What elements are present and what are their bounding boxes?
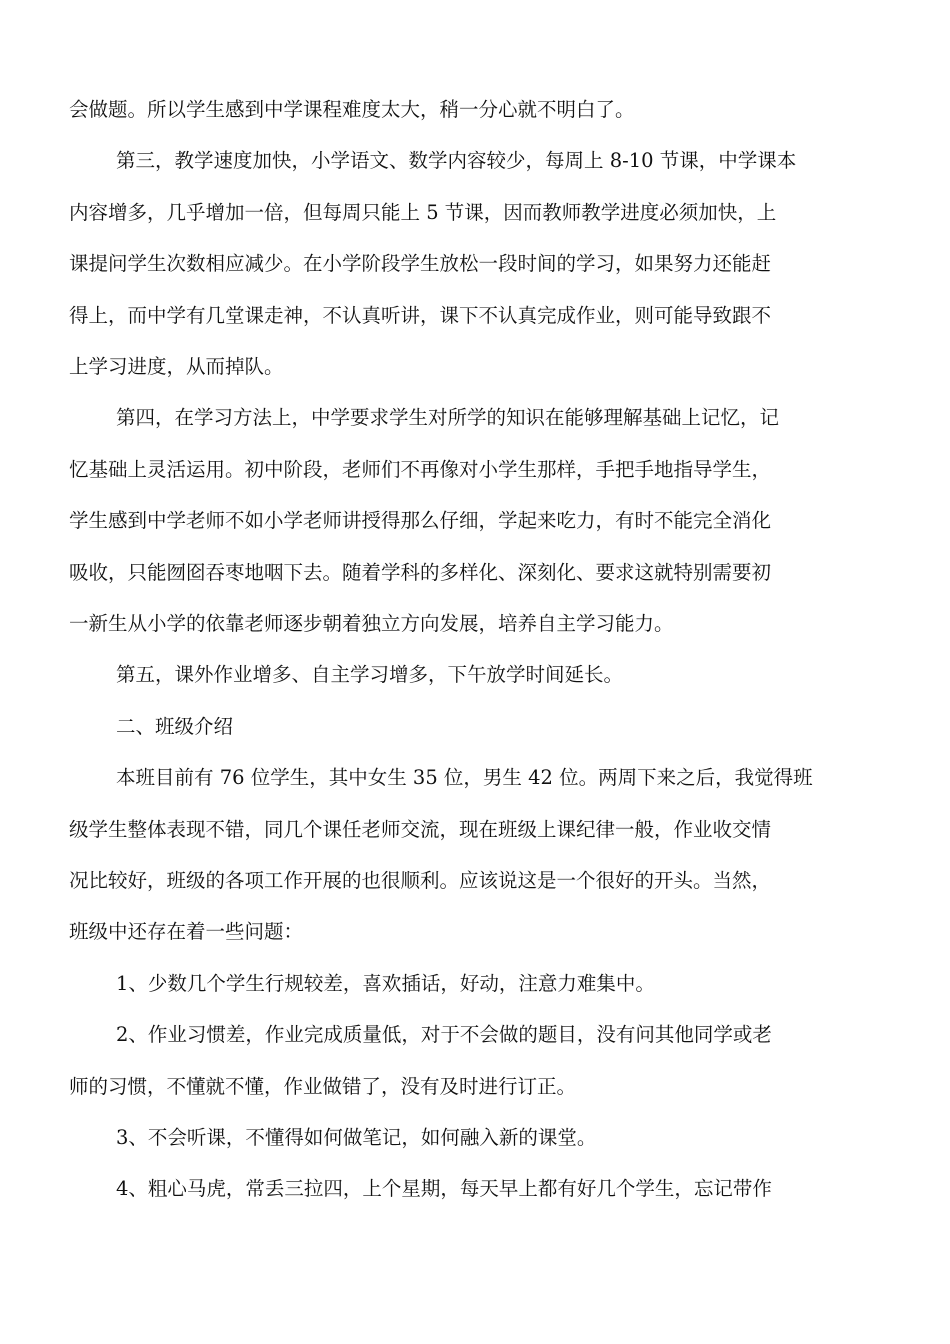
text-line: 上学习进度，从而掉队。	[69, 355, 284, 378]
text-line: 一新生从小学的依靠老师逐步朝着独立方向发展，培养自主学习能力。	[69, 612, 674, 635]
text-line: 第四，在学习方法上，中学要求学生对所学的知识在能够理解基础上记忆，记	[116, 406, 780, 429]
text-line: 级学生整体表现不错，同几个课任老师交流，现在班级上课纪律一般，作业收交情	[69, 818, 772, 841]
text-line: 本班目前有 76 位学生，其中女生 35 位，男生 42 位。两周下来之后，我觉得班	[116, 766, 813, 789]
list-item: 1、少数几个学生行规较差，喜欢插话，好动，注意力难集中。	[116, 972, 655, 995]
text-line: 吸收，只能囫囵吞枣地咽下去。随着学科的多样化、深刻化、要求这就特别需要初	[69, 561, 772, 584]
text-line: 第三，教学速度加快，小学语文、数学内容较少，每周上 8-10 节课，中学课本	[116, 149, 797, 172]
text-line: 况比较好，班级的各项工作开展的也很顺利。应该说这是一个很好的开头。当然，	[69, 869, 772, 892]
text-line: 会做题。所以学生感到中学课程难度太大，稍一分心就不明白了。	[69, 98, 635, 121]
list-item: 2、作业习惯差，作业完成质量低，对于不会做的题目，没有问其他同学或老	[116, 1023, 772, 1046]
text-line: 忆基础上灵活运用。初中阶段，老师们不再像对小学生那样，手把手地指导学生，	[69, 458, 772, 481]
section-heading: 二、班级介绍	[116, 715, 234, 738]
list-item: 3、不会听课，不懂得如何做笔记，如何融入新的课堂。	[116, 1126, 597, 1149]
list-item: 4、粗心马虎，常丢三拉四，上个星期，每天早上都有好几个学生，忘记带作	[116, 1177, 772, 1200]
text-line: 得上，而中学有几堂课走神，不认真听讲，课下不认真完成作业，则可能导致跟不	[69, 304, 772, 327]
text-line: 第五，课外作业增多、自主学习增多，下午放学时间延长。	[116, 663, 624, 686]
text-line: 课提问学生次数相应减少。在小学阶段学生放松一段时间的学习，如果努力还能赶	[69, 252, 772, 275]
text-line: 班级中还存在着一些问题：	[69, 920, 304, 943]
text-line: 内容增多，几乎增加一倍，但每周只能上 5 节课，因而教师教学进度必须加快，上	[69, 201, 777, 224]
text-line: 学生感到中学老师不如小学老师讲授得那么仔细，学起来吃力，有时不能完全消化	[69, 509, 772, 532]
text-line: 师的习惯，不懂就不懂，作业做错了，没有及时进行订正。	[69, 1075, 577, 1098]
